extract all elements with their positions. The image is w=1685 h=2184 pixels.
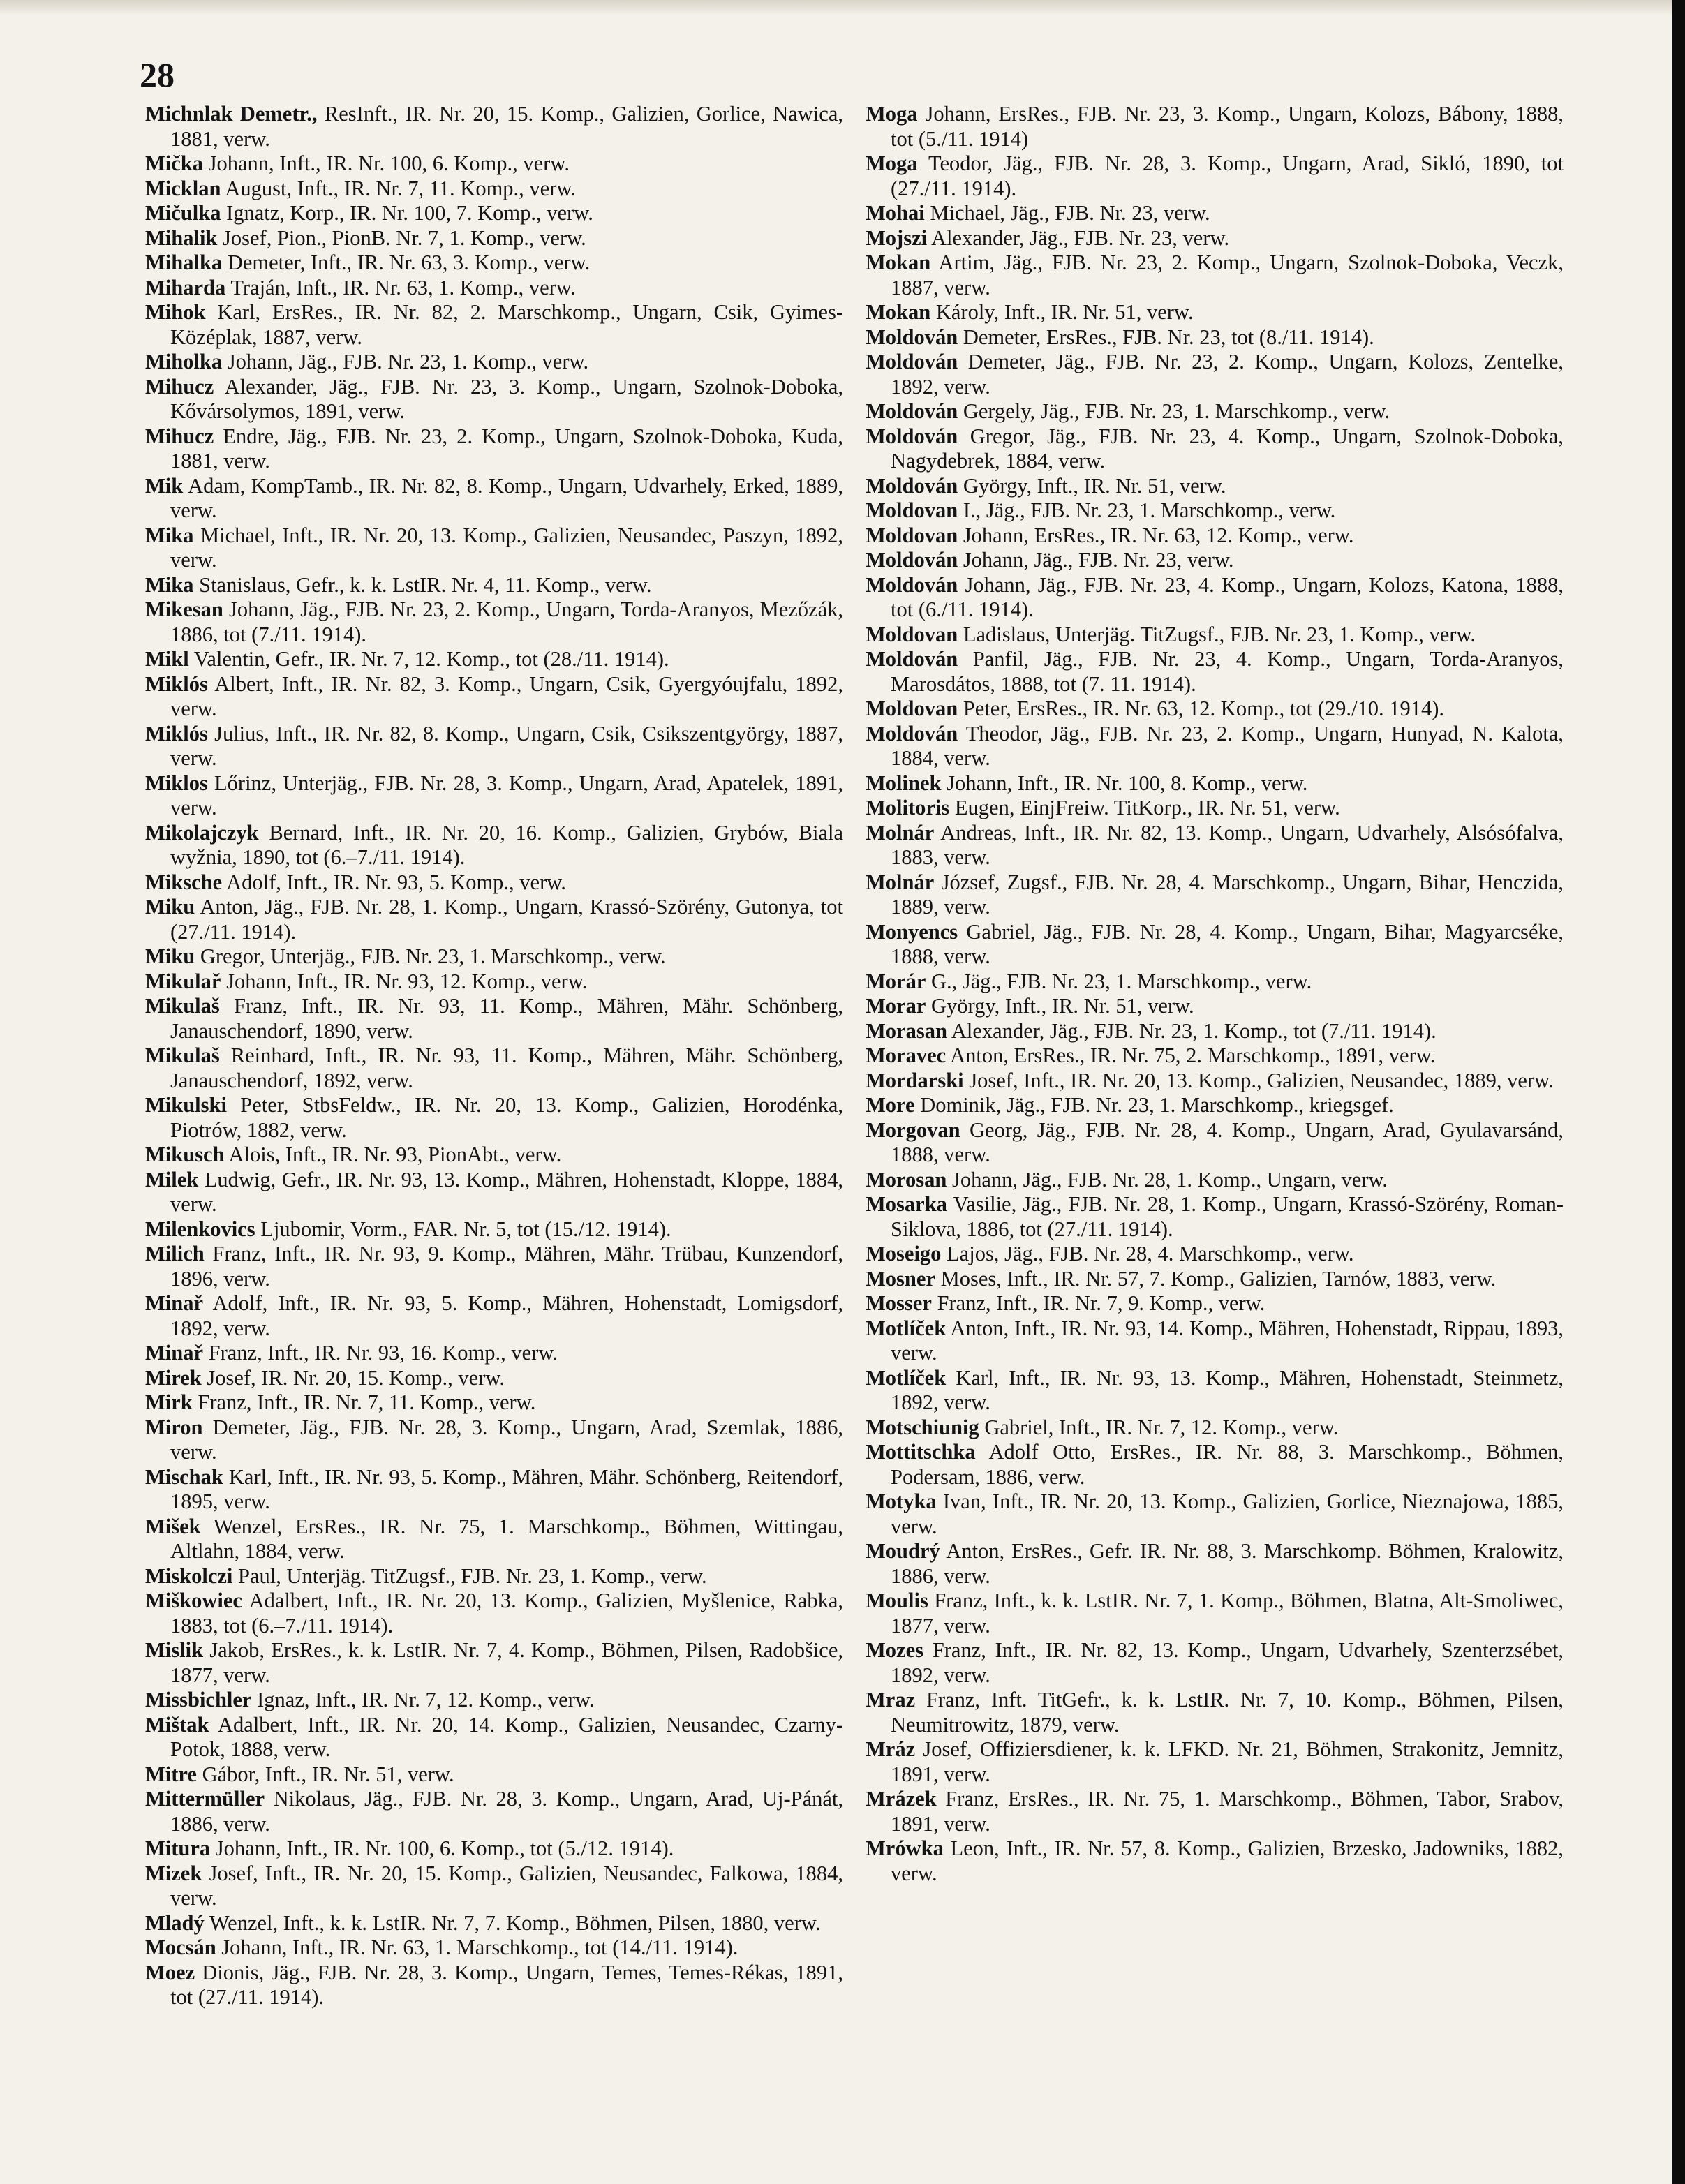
list-entry <box>145 821 843 870</box>
entry-surname: Mikolajczyk <box>145 820 259 845</box>
entry-details: Reinhard, Inft., IR. Nr. 93, 11. Komp., Mähren, Mähr. Schönberg, Janauschendorf, 1892, verw. <box>170 1043 843 1092</box>
list-entry <box>866 523 1564 549</box>
entry-details: Johann, ErsRes., IR. Nr. 63, 12. Komp., verw. <box>963 523 1354 547</box>
list-entry <box>866 1440 1564 1490</box>
entry-details: Artim, Jäg., FJB. Nr. 23, 2. Komp., Ungarn, Szolnok-Doboka, Veczk, 1887, verw. <box>891 251 1564 299</box>
entry-details: Demeter, ErsRes., FJB. Nr. 23, tot (8./11. 1914). <box>963 325 1374 349</box>
entry-details: August, Inft., IR. Nr. 7, 11. Komp., verw. <box>225 176 577 200</box>
list-entry <box>145 895 843 944</box>
list-entry <box>145 1762 843 1788</box>
list-entry <box>145 647 843 672</box>
entry-surname: Mička <box>145 151 204 175</box>
list-entry <box>866 325 1564 350</box>
list-entry <box>145 1242 843 1291</box>
list-entry <box>866 1242 1564 1267</box>
list-entry <box>145 350 843 375</box>
entry-details: Demeter, Jäg., FJB. Nr. 23, 2. Komp., Ungarn, Kolozs, Zentelke, 1892, verw. <box>891 350 1564 399</box>
list-entry <box>145 1341 843 1366</box>
entry-surname: Moldován <box>866 647 958 671</box>
entry-details: Paul, Unterjäg. TitZugsf., FJB. Nr. 23, 1. Komp., verw. <box>238 1563 707 1588</box>
list-entry <box>866 1688 1564 1737</box>
list-entry <box>145 1911 843 1936</box>
list-entry <box>866 399 1564 424</box>
entry-surname: Molnár <box>866 820 935 845</box>
entry-details: Johann, Jäg., FJB. Nr. 23, verw. <box>963 548 1234 572</box>
list-entry <box>145 300 843 350</box>
entry-details: Lajos, Jäg., FJB. Nr. 28, 4. Marschkomp., verw. <box>947 1242 1354 1265</box>
entry-details: Dominik, Jäg., FJB. Nr. 23, 1. Marschkomp., kriegsgef. <box>920 1093 1394 1117</box>
entry-surname: Miku <box>145 895 195 919</box>
entry-details: Panfil, Jäg., FJB. Nr. 23, 4. Komp., Ungarn, Torda-Aranyos, Marosdátos, 1888, tot (7. 11. 1914). <box>891 647 1564 696</box>
entry-surname: Mordarski <box>866 1068 964 1092</box>
list-entry <box>866 151 1564 201</box>
entry-surname: Motschiunig <box>866 1415 979 1439</box>
list-entry <box>866 970 1564 995</box>
entry-surname: Mojszi <box>866 225 928 250</box>
entry-surname: Mrázek <box>866 1787 937 1811</box>
entry-details: Vasilie, Jäg., FJB. Nr. 28, 1. Komp., Ungarn, Krassó-Szörény, Roman-Siklova, 1886, tot (27./11. 1914). <box>891 1192 1564 1241</box>
list-entry <box>145 1961 843 2010</box>
list-entry <box>866 994 1564 1019</box>
entry-details: Gábor, Inft., IR. Nr. 51, verw. <box>202 1762 454 1786</box>
entry-details: Josef, Inft., IR. Nr. 20, 13. Komp., Galizien, Neusandec, 1889, verw. <box>969 1068 1554 1092</box>
entry-details: Adam, KompTamb., IR. Nr. 82, 8. Komp., Ungarn, Udvarhely, Erked, 1889, verw. <box>170 473 843 522</box>
left-column <box>145 102 843 2010</box>
entry-surname: Moldovan <box>866 498 958 522</box>
entry-surname: Mikusch <box>145 1143 225 1166</box>
entry-details: Georg, Jäg., FJB. Nr. 28, 4. Komp., Ungarn, Arad, Gyulavarsánd, 1888, verw. <box>891 1117 1564 1166</box>
entry-details: Peter, StbsFeldw., IR. Nr. 20, 13. Komp., Galizien, Horodénka, Piotrów, 1882, verw. <box>170 1093 843 1142</box>
entry-details: Nikolaus, Jäg., FJB. Nr. 28, 3. Komp., Ungarn, Arad, Uj-Pánát, 1886, verw. <box>170 1787 844 1836</box>
page-number: 28 <box>140 55 175 94</box>
entry-surname: Motlíček <box>866 1365 947 1390</box>
entry-surname: Mirek <box>145 1365 202 1390</box>
list-entry <box>145 573 843 598</box>
entry-surname: Mičulka <box>145 201 221 225</box>
entry-surname: Miron <box>145 1415 203 1439</box>
list-entry <box>866 350 1564 399</box>
entry-details: Gregor, Unterjäg., FJB. Nr. 23, 1. Marschkomp., verw. <box>200 944 666 968</box>
list-entry <box>866 1316 1564 1366</box>
entry-details: Johann, Inft., IR. Nr. 100, 8. Komp., verw. <box>947 771 1308 795</box>
entry-details: Johann, Inft., IR. Nr. 100, 6. Komp., tot (5./12. 1914). <box>215 1836 674 1860</box>
list-entry <box>866 474 1564 499</box>
list-entry <box>145 276 843 301</box>
entry-surname: Miholka <box>145 350 223 373</box>
list-entry <box>145 424 843 474</box>
entry-surname: Mihucz <box>145 424 214 448</box>
list-entry <box>866 796 1564 821</box>
entry-surname: Mosser <box>866 1291 932 1315</box>
list-entry <box>145 944 843 970</box>
entry-details: Michael, Jäg., FJB. Nr. 23, verw. <box>930 201 1210 225</box>
entry-surname: Motyka <box>866 1490 937 1513</box>
entry-details: Josef, Offiziersdiener, k. k. LFKD. Nr. 21, Böhmen, Strakonitz, Jemnitz, 1891, verw. <box>891 1737 1564 1786</box>
entry-surname: Mischak <box>145 1464 223 1489</box>
entry-details: Wenzel, Inft., k. k. LstIR. Nr. 7, 7. Komp., Böhmen, Pilsen, 1880, verw. <box>209 1910 821 1935</box>
list-entry <box>145 994 843 1043</box>
entry-surname: Mohai <box>866 201 925 225</box>
entry-surname: Milek <box>145 1167 199 1191</box>
entry-surname: Moldován <box>866 424 958 448</box>
entry-details: Ivan, Inft., IR. Nr. 20, 13. Komp., Galizien, Gorlice, Nieznajowa, 1885, verw. <box>891 1490 1564 1538</box>
list-entry <box>866 300 1564 325</box>
entry-surname: Micklan <box>145 176 221 200</box>
entry-details: Johann, ErsRes., FJB. Nr. 23, 3. Komp., Ungarn, Kolozs, Bábony, 1888, tot (5./11. 1914) <box>891 102 1564 151</box>
entry-details: Andreas, Inft., IR. Nr. 82, 13. Komp., Ungarn, Udvarhely, Alsósófalva, 1883, verw. <box>891 820 1564 869</box>
entry-details: Alexander, Jäg., FJB. Nr. 23, 1. Komp., tot (7./11. 1914). <box>951 1018 1437 1043</box>
list-entry <box>145 151 843 177</box>
list-entry <box>866 102 1564 151</box>
list-entry <box>145 1688 843 1713</box>
entry-details: Gergely, Jäg., FJB. Nr. 23, 1. Marschkomp., verw. <box>963 399 1390 423</box>
entry-details: Johann, Jäg., FJB. Nr. 23, 2. Komp., Ungarn, Torda-Aranyos, Mezőzák, 1886, tot (7./11. 1914). <box>170 597 843 646</box>
entry-surname: Mittermüller <box>145 1787 265 1811</box>
entry-surname: Mihalik <box>145 225 218 250</box>
entry-details: Eugen, EinjFreiw. TitKorp., IR. Nr. 51, verw. <box>954 796 1340 819</box>
entry-surname: Morar <box>866 994 926 1018</box>
list-entry <box>866 1168 1564 1193</box>
list-entry <box>866 226 1564 251</box>
entry-details: Ludwig, Gefr., IR. Nr. 93, 13. Komp., Mähren, Hohenstadt, Kloppe, 1884, verw. <box>170 1167 843 1216</box>
list-entry <box>145 1043 843 1093</box>
list-entry <box>866 1836 1564 1886</box>
entry-surname: Moseigo <box>866 1242 942 1265</box>
entry-surname: Mištak <box>145 1712 209 1737</box>
entry-surname: Molnár <box>866 870 935 894</box>
entry-surname: Mihalka <box>145 251 223 274</box>
list-entry <box>145 1465 843 1515</box>
entry-surname: Mika <box>145 572 194 597</box>
entry-details: Wenzel, ErsRes., IR. Nr. 75, 1. Marschkomp., Böhmen, Wittingau, Altlahn, 1884, verw. <box>170 1514 843 1563</box>
list-entry <box>145 970 843 995</box>
list-entry <box>145 1390 843 1416</box>
entry-surname: Milenkovics <box>145 1217 255 1241</box>
list-entry <box>145 722 843 771</box>
list-entry <box>145 1936 843 1961</box>
entry-details: Anton, ErsRes., Gefr. IR. Nr. 88, 3. Marschkomp. Böhmen, Kralowitz, 1886, verw. <box>891 1539 1564 1588</box>
entry-surname: Molitoris <box>866 796 950 819</box>
entry-details: G., Jäg., FJB. Nr. 23, 1. Marschkomp., verw. <box>931 969 1312 993</box>
entry-details: Adalbert, Inft., IR. Nr. 20, 14. Komp., Galizien, Neusandec, Czarny-Potok, 1888, verw. <box>170 1712 843 1761</box>
list-entry <box>145 1787 843 1836</box>
entry-surname: Missbichler <box>145 1688 252 1711</box>
entry-surname: Mika <box>145 523 194 547</box>
entry-details: Michael, Inft., IR. Nr. 20, 13. Komp., Galizien, Neusandec, Paszyn, 1892, verw. <box>170 523 843 572</box>
entry-details: Franz, Inft., IR. Nr. 7, 11. Komp., verw. <box>198 1390 536 1414</box>
entry-details: Ignaz, Inft., IR. Nr. 7, 12. Komp., verw. <box>257 1688 595 1711</box>
entry-details: Adolf, Inft., IR. Nr. 93, 5. Komp., Mähren, Hohenstadt, Lomigsdorf, 1892, verw. <box>170 1291 843 1340</box>
entry-details: Franz, Inft., k. k. LstIR. Nr. 7, 1. Komp., Böhmen, Blatna, Alt-Smoliwec, 1877, verw. <box>891 1589 1564 1637</box>
entry-surname: Miškowiec <box>145 1589 242 1612</box>
entry-details: Theodor, Jäg., FJB. Nr. 23, 2. Komp., Ungarn, Hunyad, N. Kalota, 1884, verw. <box>891 721 1564 770</box>
list-entry <box>145 672 843 722</box>
entry-details: Károly, Inft., IR. Nr. 51, verw. <box>935 300 1194 324</box>
list-entry <box>866 1069 1564 1094</box>
entry-details: Adolf, Inft., IR. Nr. 93, 5. Komp., verw. <box>226 870 566 894</box>
entry-surname: Moldován <box>866 473 958 498</box>
list-entry <box>866 548 1564 573</box>
entry-surname: Moulis <box>866 1589 928 1612</box>
entry-surname: Minař <box>145 1291 204 1315</box>
entry-surname: Mizek <box>145 1861 202 1885</box>
list-entry <box>866 771 1564 796</box>
entry-surname: Miklos <box>145 771 208 795</box>
entry-details: Gabriel, Inft., IR. Nr. 7, 12. Komp., verw. <box>984 1415 1339 1439</box>
entry-details: Demeter, Jäg., FJB. Nr. 28, 3. Komp., Ungarn, Arad, Szemlak, 1886, verw. <box>170 1415 843 1464</box>
entry-details: György, Inft., IR. Nr. 51, verw. <box>931 994 1194 1018</box>
entry-details: Franz, ErsRes., IR. Nr. 75, 1. Marschkomp., Böhmen, Tabor, Srabov, 1891, verw. <box>891 1787 1564 1836</box>
list-entry <box>145 201 843 226</box>
entry-surname: Morosan <box>866 1167 947 1191</box>
entry-details: Ladislaus, Unterjäg. TitZugsf., FJB. Nr. 23, 1. Komp., verw. <box>963 622 1476 646</box>
list-entry <box>145 1638 843 1688</box>
list-entry <box>145 251 843 276</box>
entry-details: Anton, Jäg., FJB. Nr. 28, 1. Komp., Ungarn, Krassó-Szörény, Gutonya, tot (27./11. 1914). <box>170 895 843 944</box>
entry-surname: Miksche <box>145 870 223 894</box>
list-entry <box>866 1737 1564 1787</box>
entry-details: Albert, Inft., IR. Nr. 82, 3. Komp., Ungarn, Csik, Gyergyóujfalu, 1892, verw. <box>170 671 843 720</box>
entry-details: Moses, Inft., IR. Nr. 57, 7. Komp., Galizien, Tarnów, 1883, verw. <box>940 1266 1497 1291</box>
entry-details: György, Inft., IR. Nr. 51, verw. <box>963 473 1226 498</box>
list-entry <box>866 647 1564 697</box>
list-entry <box>866 920 1564 970</box>
entry-surname: Mirk <box>145 1390 193 1414</box>
list-entry <box>866 1490 1564 1539</box>
list-entry <box>866 573 1564 623</box>
list-entry <box>145 1836 843 1862</box>
entry-surname: Mitura <box>145 1836 211 1860</box>
entry-details: Alois, Inft., IR. Nr. 93, PionAbt., verw. <box>228 1143 562 1166</box>
list-entry <box>866 1589 1564 1638</box>
entry-surname: Mikulaš <box>145 1043 220 1067</box>
entry-surname: Miku <box>145 944 195 968</box>
entry-details: Johann, Inft., IR. Nr. 100, 6. Komp., verw. <box>208 151 570 175</box>
list-entry <box>145 1862 843 1911</box>
entry-surname: Mottitschka <box>866 1440 976 1464</box>
entry-details: Alexander, Jäg., FJB. Nr. 23, verw. <box>931 225 1230 250</box>
list-entry <box>866 722 1564 771</box>
list-entry <box>866 1192 1564 1242</box>
list-entry <box>866 1043 1564 1069</box>
list-entry <box>145 1291 843 1341</box>
entry-details: Karl, ErsRes., IR. Nr. 82, 2. Marschkomp., Ungarn, Csik, Gyimes-Középlak, 1887, verw. <box>170 300 844 349</box>
entry-surname: Moga <box>866 102 918 126</box>
entry-surname: Mocsán <box>145 1936 216 1959</box>
entry-details: Julius, Inft., IR. Nr. 82, 8. Komp., Ungarn, Csik, Csikszentgyörgy, 1887, verw. <box>170 721 843 770</box>
entry-surname: Moldován <box>866 350 958 373</box>
list-entry <box>866 1093 1564 1118</box>
entry-surname: Moldován <box>866 572 958 597</box>
entry-surname: Mladý <box>145 1910 205 1935</box>
entry-details: I., Jäg., FJB. Nr. 23, 1. Marschkomp., verw. <box>963 498 1336 522</box>
entry-details: Demeter, Inft., IR. Nr. 63, 3. Komp., verw. <box>227 251 591 274</box>
entry-details: ResInft., IR. Nr. 20, 15. Komp., Galizien, Gorlice, Nawica, 1881, verw. <box>170 102 844 151</box>
entry-details: Bernard, Inft., IR. Nr. 20, 16. Komp., Galizien, Grybów, Biala wyžnia, 1890, tot (6.–7./11. 1914). <box>170 820 843 869</box>
entry-surname: Mráz <box>866 1737 916 1761</box>
entry-details: Gregor, Jäg., FJB. Nr. 23, 4. Komp., Ungarn, Szolnok-Doboka, Nagydebrek, 1884, verw. <box>891 424 1564 473</box>
entry-details: Jakob, ErsRes., k. k. LstIR. Nr. 7, 4. Komp., Böhmen, Pilsen, Radobšice, 1877, verw. <box>170 1638 843 1687</box>
entry-surname: Miklós <box>145 721 208 745</box>
entry-details: Franz, Inft., IR. Nr. 93, 16. Komp., verw. <box>208 1341 558 1365</box>
list-entry <box>866 1291 1564 1316</box>
list-entry <box>145 474 843 523</box>
entry-surname: Mihok <box>145 300 206 324</box>
list-entry <box>866 1638 1564 1688</box>
entry-surname: Mokan <box>866 300 931 324</box>
entry-surname: Mišek <box>145 1514 201 1538</box>
entry-surname: Mrówka <box>866 1836 944 1860</box>
entry-surname: Mikl <box>145 647 189 671</box>
entry-details: Karl, Inft., IR. Nr. 93, 5. Komp., Mähren, Mähr. Schönberg, Reitendorf, 1895, verw. <box>170 1464 843 1513</box>
list-entry <box>145 226 843 251</box>
list-entry <box>145 177 843 202</box>
entry-surname: Moravec <box>866 1043 947 1067</box>
entry-details: Peter, ErsRes., IR. Nr. 63, 12. Komp., tot (29./10. 1914). <box>963 697 1445 720</box>
entry-surname: Moez <box>145 1960 195 1984</box>
entry-surname: Mislik <box>145 1638 204 1662</box>
list-entry <box>145 375 843 424</box>
entry-details: Josef, IR. Nr. 20, 15. Komp., verw. <box>207 1365 505 1390</box>
entry-details: Adalbert, Inft., IR. Nr. 20, 13. Komp., Galizien, Myšlenice, Rabka, 1883, tot (6.–7./11. 1914). <box>170 1589 843 1637</box>
entry-surname: Moldovan <box>866 523 958 547</box>
entry-details: Johann, Jäg., FJB. Nr. 23, 4. Komp., Ungarn, Kolozs, Katona, 1888, tot (6./11. 1914). <box>891 572 1564 621</box>
entry-surname: Milich <box>145 1242 205 1265</box>
entry-details: Lőrinz, Unterjäg., FJB. Nr. 28, 3. Komp., Ungarn, Arad, Apatelek, 1891, verw. <box>170 771 843 819</box>
entry-details: Anton, ErsRes., IR. Nr. 75, 2. Marschkomp., 1891, verw. <box>950 1043 1436 1067</box>
list-entry <box>145 102 843 151</box>
entry-surname: Mikulař <box>145 969 221 993</box>
list-entry <box>145 597 843 647</box>
entry-details: Johann, Jäg., FJB. Nr. 23, 1. Komp., verw. <box>227 350 589 373</box>
entry-details: Anton, Inft., IR. Nr. 93, 14. Komp., Mähren, Hohenstadt, Rippau, 1893, verw. <box>891 1316 1564 1365</box>
list-entry <box>145 1217 843 1242</box>
list-entry <box>145 1713 843 1762</box>
entry-surname: Mosner <box>866 1266 935 1291</box>
entry-surname: Moldovan <box>866 622 958 646</box>
entry-surname: Mikesan <box>145 597 223 621</box>
entry-details: Ljubomir, Vorm., FAR. Nr. 5, tot (15./12. 1914). <box>260 1217 671 1241</box>
list-entry <box>866 1416 1564 1441</box>
entry-surname: Minař <box>145 1341 204 1365</box>
entry-surname: Mik <box>145 473 184 498</box>
entry-surname: Mitre <box>145 1762 197 1786</box>
entry-surname: Mikulski <box>145 1093 227 1117</box>
entry-details: Franz, Inft. TitGefr., k. k. LstIR. Nr. 7, 10. Komp., Böhmen, Pilsen, Neumitrowitz, 1879, verw. <box>891 1688 1564 1737</box>
entry-details: Johann, Inft., IR. Nr. 93, 12. Komp., verw. <box>226 969 588 993</box>
entry-surname: Moldován <box>866 325 958 349</box>
entry-details: Traján, Inft., IR. Nr. 63, 1. Komp., verw. <box>230 275 576 299</box>
entry-surname: Moldován <box>866 548 958 572</box>
list-entry <box>866 251 1564 300</box>
list-entry <box>145 523 843 573</box>
entry-details: Gabriel, Jäg., FJB. Nr. 28, 4. Komp., Ungarn, Bihar, Magyarcséke, 1888, verw. <box>891 919 1564 968</box>
list-entry <box>866 201 1564 226</box>
entry-details: József, Zugsf., FJB. Nr. 28, 4. Marschkomp., Ungarn, Bihar, Henczida, 1889, verw. <box>891 870 1564 919</box>
entry-details: Ignatz, Korp., IR. Nr. 100, 7. Komp., verw. <box>226 201 593 225</box>
list-entry <box>866 1539 1564 1589</box>
list-entry <box>866 498 1564 523</box>
list-entry <box>145 1143 843 1168</box>
entry-details: Franz, Inft., IR. Nr. 7, 9. Komp., verw. <box>937 1291 1265 1315</box>
entry-details: Johann, Inft., IR. Nr. 63, 1. Marschkomp., tot (14./11. 1914). <box>221 1936 738 1959</box>
entry-surname: Mokan <box>866 251 931 274</box>
list-entry <box>866 1787 1564 1836</box>
entry-surname: Miklós <box>145 671 208 696</box>
list-entry <box>866 1118 1564 1168</box>
list-entry <box>866 1019 1564 1044</box>
entry-details: Teodor, Jäg., FJB. Nr. 28, 3. Komp., Ungarn, Arad, Sikló, 1890, tot (27./11. 1914). <box>891 151 1564 200</box>
right-column <box>866 102 1564 1886</box>
entry-surname: Mozes <box>866 1638 923 1662</box>
entry-surname: Morár <box>866 969 926 993</box>
list-entry <box>866 1267 1564 1292</box>
entry-details: Josef, Pion., PionB. Nr. 7, 1. Komp., verw. <box>223 225 586 250</box>
list-entry <box>145 1093 843 1143</box>
entry-details: Josef, Inft., IR. Nr. 20, 15. Komp., Galizien, Neusandec, Falkowa, 1884, verw. <box>170 1861 843 1910</box>
list-entry <box>866 1366 1564 1416</box>
list-entry <box>866 623 1564 648</box>
entry-details: Franz, Inft., IR. Nr. 93, 11. Komp., Mähren, Mähr. Schönberg, Janauschendorf, 1890, verw. <box>170 994 843 1043</box>
entry-surname: Moldovan <box>866 697 958 720</box>
list-entry <box>866 821 1564 870</box>
entry-details: Franz, Inft., IR. Nr. 82, 13. Komp., Ungarn, Udvarhely, Szenterzsébet, 1892, verw. <box>891 1638 1564 1687</box>
list-entry <box>145 771 843 821</box>
entry-details: Valentin, Gefr., IR. Nr. 7, 12. Komp., tot (28./11. 1914). <box>193 647 669 671</box>
entry-surname: More <box>866 1093 915 1117</box>
list-entry <box>145 1589 843 1638</box>
entry-surname: Motlíček <box>866 1316 947 1340</box>
entry-surname: Molinek <box>866 771 942 795</box>
entry-details: Karl, Inft., IR. Nr. 93, 13. Komp., Mähren, Hohenstadt, Steinmetz, 1892, verw. <box>891 1365 1564 1414</box>
entry-surname: Moudrý <box>866 1539 940 1563</box>
list-entry <box>145 1515 843 1564</box>
entry-surname: Miskolczi <box>145 1563 233 1588</box>
entry-details: Franz, Inft., IR. Nr. 93, 9. Komp., Mähren, Mähr. Trübau, Kunzendorf, 1896, verw. <box>170 1242 843 1291</box>
list-entry <box>145 1366 843 1391</box>
entry-surname: Miharda <box>145 275 226 299</box>
page-top-shadow <box>0 0 1685 15</box>
list-entry <box>145 1564 843 1589</box>
entry-details: Stanislaus, Gefr., k. k. LstIR. Nr. 4, 11. Komp., verw. <box>199 572 652 597</box>
page-right-edge <box>1672 0 1685 2184</box>
entry-surname: Moldován <box>866 399 958 423</box>
entry-surname: Monyencs <box>866 919 958 944</box>
list-entry <box>145 870 843 896</box>
entry-surname: Mihucz <box>145 374 214 399</box>
list-entry <box>866 697 1564 722</box>
entry-surname: Moldován <box>866 721 958 745</box>
entry-details: Adolf Otto, ErsRes., IR. Nr. 88, 3. Marschkomp., Böhmen, Podersam, 1886, verw. <box>891 1440 1564 1489</box>
entry-details: Endre, Jäg., FJB. Nr. 23, 2. Komp., Ungarn, Szolnok-Doboka, Kuda, 1881, verw. <box>170 424 844 473</box>
entry-surname: Morgovan <box>866 1117 960 1142</box>
list-entry <box>866 870 1564 920</box>
list-entry <box>145 1416 843 1465</box>
list-entry <box>145 1168 843 1217</box>
entry-surname: Morasan <box>866 1018 947 1043</box>
entry-details: Alexander, Jäg., FJB. Nr. 23, 3. Komp., Ungarn, Szolnok-Doboka, Kővársolymos, 1891, verw. <box>170 374 843 423</box>
entry-details: Johann, Jäg., FJB. Nr. 28, 1. Komp., Ungarn, verw. <box>951 1167 1388 1191</box>
entry-surname: Mraz <box>866 1688 916 1711</box>
entry-details: Dionis, Jäg., FJB. Nr. 28, 3. Komp., Ungarn, Temes, Temes-Rékas, 1891, tot (27./11. 1914). <box>170 1960 844 2009</box>
list-entry <box>866 424 1564 474</box>
entry-surname: Moga <box>866 151 918 175</box>
entry-surname: Mikulaš <box>145 994 220 1018</box>
entry-details: Leon, Inft., IR. Nr. 57, 8. Komp., Galizien, Brzesko, Jadowniks, 1882, verw. <box>891 1836 1564 1885</box>
entry-surname: Michnlak Demetr., <box>145 102 318 126</box>
entry-surname: Mosarka <box>866 1192 947 1216</box>
